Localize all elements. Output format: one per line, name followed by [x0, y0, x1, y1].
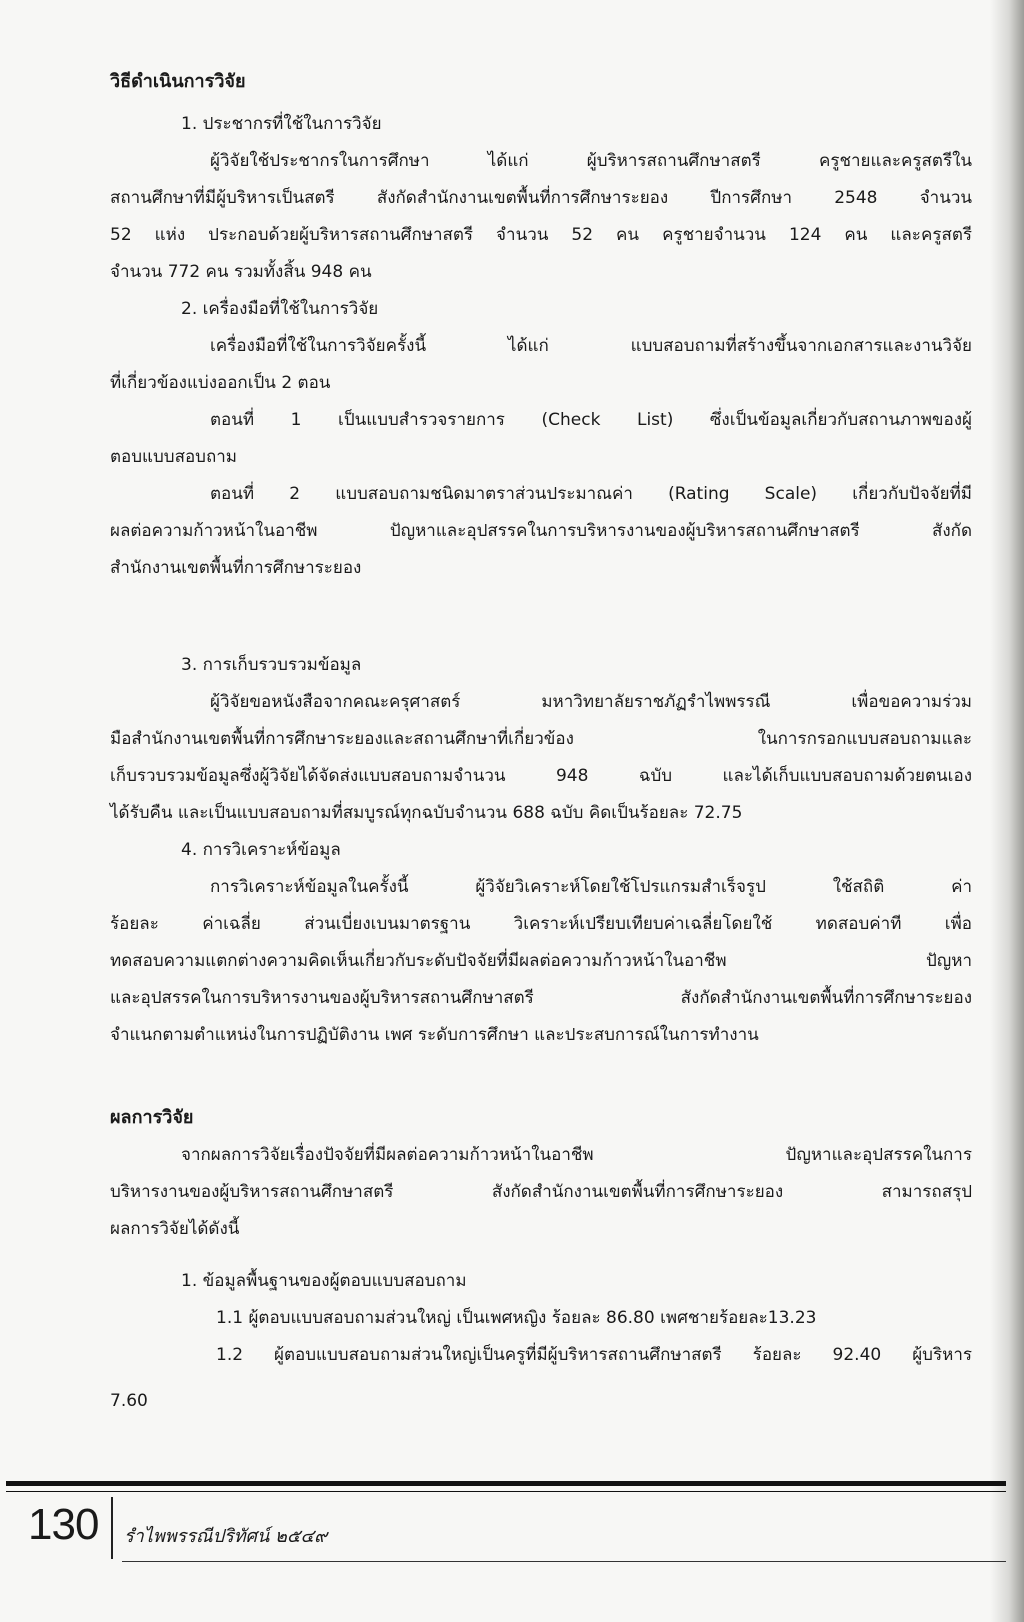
paragraph-line: ผู้วิจัยขอหนังสือจากคณะครุศาสตร์ มหาวิทยาลัยราชภัฏรำไพพรรณี เพื่อขอความร่วม — [210, 692, 972, 712]
paragraph-line: ตอบแบบสอบถาม — [110, 447, 238, 467]
section-3-title: 3. การเก็บรวบรวมข้อมูล — [181, 655, 362, 675]
paragraph-line: มือสำนักงานเขตพื้นที่การศึกษาระยองและสถานศึกษาที่เกี่ยวข้อง ในการกรอกแบบสอบถามและ — [110, 729, 972, 749]
result-item-1-1: 1.1 ผู้ตอบแบบสอบถามส่วนใหญ่ เป็นเพศหญิง ร้อยละ 86.80 เพศชายร้อยละ13.23 — [216, 1308, 817, 1328]
paragraph-line: เก็บรวบรวมข้อมูลซึ่งผู้วิจัยได้จัดส่งแบบสอบถามจำนวน 948 ฉบับ และได้เก็บแบบสอบถามด้วยตนเอง — [110, 766, 972, 786]
methods-heading: วิธีดำเนินการวิจัย — [110, 71, 246, 92]
paragraph-line: การวิเคราะห์ข้อมูลในครั้งนี้ ผู้วิจัยวิเคราะห์โดยใช้โปรแกรมสำเร็จรูป ใช้สถิติ ค่า — [210, 877, 972, 897]
paragraph-line: ผลการวิจัยได้ดังนี้ — [110, 1219, 240, 1239]
paragraph-line: 52 แห่ง ประกอบด้วยผู้บริหารสถานศึกษาสตรี จำนวน 52 คน ครูชายจำนวน 124 คน และครูสตรี — [110, 225, 972, 245]
paragraph-line: ตอนที่ 1 เป็นแบบสำรวจรายการ (Check List) ซึ่งเป็นข้อมูลเกี่ยวกับสถานภาพของผู้ — [210, 410, 972, 430]
paragraph-line: ได้รับคืน และเป็นแบบสอบถามที่สมบูรณ์ทุกฉบับจำนวน 688 ฉบับ คิดเป็นร้อยละ 72.75 — [110, 803, 743, 823]
paragraph-line: จำนวน 772 คน รวมทั้งสิ้น 948 คน — [110, 262, 372, 282]
footer-rule-thick — [6, 1481, 1006, 1486]
paragraph-line: บริหารงานของผู้บริหารสถานศึกษาสตรี สังกัดสำนักงานเขตพื้นที่การศึกษาระยอง สามารถสรุป — [110, 1182, 972, 1202]
paragraph-line: สถานศึกษาที่มีผู้บริหารเป็นสตรี สังกัดสำนักงานเขตพื้นที่การศึกษาระยอง ปีการศึกษา 2548 จำนวน — [110, 188, 972, 208]
section-4-title: 4. การวิเคราะห์ข้อมูล — [181, 840, 341, 860]
paragraph-line: ร้อยละ ค่าเฉลี่ย ส่วนเบี่ยงเบนมาตรฐาน วิเคราะห์เปรียบเทียบค่าเฉลี่ยโดยใช้ ทดสอบค่าที เพื่อ — [110, 914, 972, 934]
paragraph-line: ผลต่อความก้าวหน้าในอาชีพ ปัญหาและอุปสรรคในการบริหารงานของผู้บริหารสถานศึกษาสตรี สังกัด — [110, 521, 972, 541]
paragraph-line: สำนักงานเขตพื้นที่การศึกษาระยอง — [110, 558, 362, 578]
result-item-1-2-continuation: 7.60 — [110, 1391, 148, 1411]
footer-rule-thin — [6, 1491, 1006, 1492]
result-item-1-2: 1.2 ผู้ตอบแบบสอบถามส่วนใหญ่เป็นครูที่มีผู้บริหารสถานศึกษาสตรี ร้อยละ 92.40 ผู้บริหาร — [216, 1345, 972, 1365]
section-1-title: 1. ประชากรที่ใช้ในการวิจัย — [181, 114, 382, 134]
page-gutter-shadow — [990, 0, 1024, 1622]
footer-underline — [122, 1561, 1006, 1562]
paragraph-line: เครื่องมือที่ใช้ในการวิจัยครั้งนี้ ได้แก่ แบบสอบถามที่สร้างขึ้นจากเอกสารและงานวิจัย — [210, 336, 972, 356]
results-heading: ผลการวิจัย — [110, 1107, 194, 1128]
paragraph-line: จำแนกตามตำแหน่งในการปฏิบัติงาน เพศ ระดับการศึกษา และประสบการณ์ในการทำงาน — [110, 1025, 759, 1045]
subsection-1-title: 1. ข้อมูลพื้นฐานของผู้ตอบแบบสอบถาม — [181, 1271, 467, 1291]
section-2-title: 2. เครื่องมือที่ใช้ในการวิจัย — [181, 299, 379, 319]
paragraph-line: ที่เกี่ยวข้องแบ่งออกเป็น 2 ตอน — [110, 373, 331, 393]
footer-divider — [111, 1497, 113, 1559]
paragraph-line: จากผลการวิจัยเรื่องปัจจัยที่มีผลต่อความก้าวหน้าในอาชีพ ปัญหาและอุปสรรคในการ — [181, 1145, 972, 1165]
paragraph-line: และอุปสรรคในการบริหารงานของผู้บริหารสถานศึกษาสตรี สังกัดสำนักงานเขตพื้นที่การศึกษาระยอง — [110, 988, 972, 1008]
paragraph-line: ทดสอบความแตกต่างความคิดเห็นเกี่ยวกับระดับปัจจัยที่มีผลต่อความก้าวหน้าในอาชีพ ปัญหา — [110, 951, 972, 971]
journal-title: รำไพพรรณีปริทัศน์ ๒๕๔๙ — [124, 1526, 328, 1547]
paragraph-line: ตอนที่ 2 แบบสอบถามชนิดมาตราส่วนประมาณค่า (Rating Scale) เกี่ยวกับปัจจัยที่มี — [210, 484, 972, 504]
paragraph-line: ผู้วิจัยใช้ประชากรในการศึกษา ได้แก่ ผู้บริหารสถานศึกษาสตรี ครูชายและครูสตรีใน — [210, 151, 972, 171]
page-number: 130 — [28, 1500, 99, 1549]
